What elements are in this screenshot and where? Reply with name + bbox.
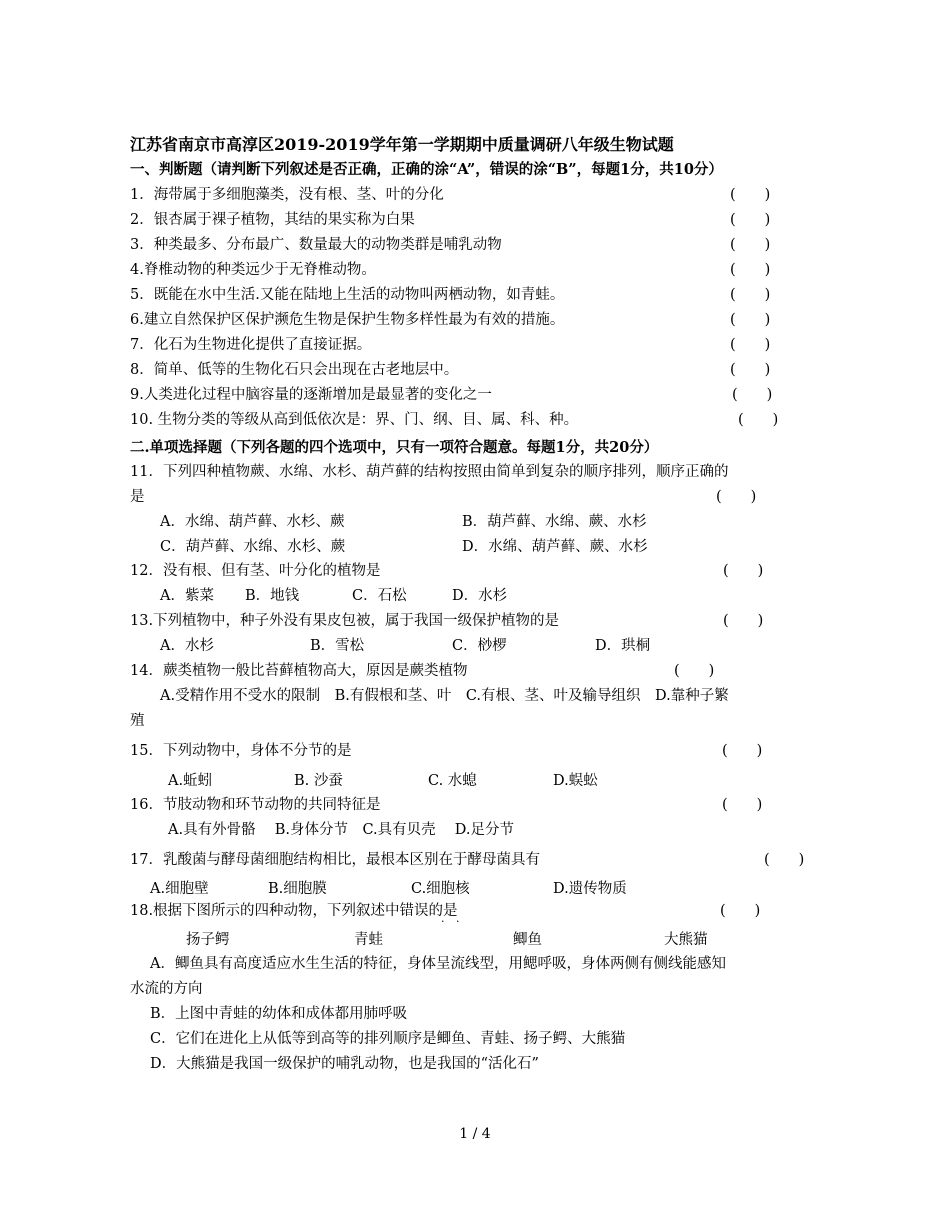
q16-options: A.具有外骨骼 B.身体分节 C.具有贝壳 D.足分节 bbox=[168, 822, 514, 838]
answer-paren: ( ) bbox=[730, 362, 771, 378]
q15-option-b: B. 沙蚕 bbox=[294, 773, 343, 789]
q11-option-b: B．葫芦藓、水绵、蕨、水杉 bbox=[462, 514, 647, 530]
q12-option-b: B．地钱 bbox=[245, 588, 300, 604]
question-11-stem: 11．下列四种植物蕨、水绵、水杉、葫芦藓的结构按照由简单到复杂的顺序排列，顺序正确的 bbox=[130, 464, 729, 480]
q12-option-d: D．水杉 bbox=[452, 588, 508, 604]
q13-option-c: C．桫椤 bbox=[452, 638, 507, 654]
answer-paren: ( ) bbox=[730, 212, 771, 228]
q18-option-d: D．大熊猫是我国一级保护的哺乳动物，也是我国的“活化石” bbox=[150, 1056, 539, 1072]
judgment-item-7: 7．化石为生物进化提供了直接证据。 bbox=[130, 337, 372, 353]
question-13-stem: 13.下列植物中，种子外没有果皮包被，属于我国一级保护植物的是 bbox=[130, 613, 560, 629]
animal-label-carp: 鲫鱼 bbox=[513, 932, 542, 948]
answer-paren: ( ) bbox=[720, 903, 761, 919]
question-17-stem: 17．乳酸菌与酵母菌细胞结构相比，最根本区别在于酵母菌具有 bbox=[130, 852, 540, 868]
answer-paren: ( ) bbox=[730, 262, 771, 278]
judgment-item-6: 6.建立自然保护区保护濒危生物是保护生物多样性最为有效的措施。 bbox=[130, 312, 565, 328]
q11-option-c: C．葫芦藓、水绵、水杉、蕨 bbox=[160, 539, 346, 555]
judgment-item-3: 3．种类最多、分布最广、数量最大的动物类群是哺乳动物 bbox=[130, 237, 502, 253]
q14-options-cont: 殖 bbox=[130, 713, 145, 729]
section1-heading: 一、判断题（请判断下列叙述是否正确，正确的涂“A”，错误的涂“B”，每题1分，共10分） bbox=[130, 161, 723, 178]
answer-paren: ( ) bbox=[730, 187, 771, 203]
answer-paren: ( ) bbox=[738, 412, 779, 428]
emphasis-dots: · · bbox=[441, 915, 464, 928]
answer-paren: ( ) bbox=[723, 613, 764, 629]
q17-option-b: B.细胞膜 bbox=[268, 881, 327, 897]
judgment-item-1: 1．海带属于多细胞藻类，没有根、茎、叶的分化 bbox=[130, 187, 444, 203]
q15-option-a: A.蚯蚓 bbox=[168, 773, 213, 789]
judgment-item-10: 10. 生物分类的等级从高到低依次是：界、门、纲、目、属、科、种。 bbox=[130, 412, 579, 428]
q13-option-b: B．雪松 bbox=[310, 638, 365, 654]
q11-option-a: A．水绵、葫芦藓、水杉、蕨 bbox=[160, 514, 345, 530]
q18-option-b: B．上图中青蛙的幼体和成体都用肺呼吸 bbox=[150, 1006, 408, 1022]
animal-label-frog: 青蛙 bbox=[354, 932, 383, 948]
answer-paren: ( ) bbox=[730, 312, 771, 328]
answer-paren: ( ) bbox=[674, 663, 715, 679]
q18-option-c: C．它们在进化上从低等到高等的排列顺序是鲫鱼、青蛙、扬子鳄、大熊猫 bbox=[150, 1031, 626, 1047]
q15-option-c: C. 水螅 bbox=[428, 773, 477, 789]
question-15-stem: 15．下列动物中，身体不分节的是 bbox=[130, 743, 352, 759]
judgment-item-9: 9.人类进化过程中脑容量的逐渐增加是最显著的变化之一 bbox=[130, 387, 492, 403]
answer-paren: ( ) bbox=[764, 852, 805, 868]
q17-option-a: A.细胞壁 bbox=[150, 881, 209, 897]
animal-label-panda: 大熊猫 bbox=[664, 932, 708, 948]
answer-paren: ( ) bbox=[723, 563, 764, 579]
q11-option-d: D．水绵、葫芦藓、蕨、水杉 bbox=[462, 539, 648, 555]
judgment-item-8: 8．简单、低等的生物化石只会出现在古老地层中。 bbox=[130, 362, 459, 378]
q15-option-d: D.蜈蚣 bbox=[553, 773, 598, 789]
answer-paren: ( ) bbox=[730, 337, 771, 353]
page-number: 1 / 4 bbox=[459, 1126, 491, 1142]
answer-paren: ( ) bbox=[732, 387, 773, 403]
question-16-stem: 16．节肢动物和环节动物的共同特征是 bbox=[130, 797, 381, 813]
answer-paren: ( ) bbox=[730, 287, 771, 303]
answer-paren: ( ) bbox=[716, 489, 757, 505]
q17-option-d: D.遗传物质 bbox=[553, 881, 627, 897]
judgment-item-2: 2．银杏属于裸子植物，其结的果实称为白果 bbox=[130, 212, 415, 228]
question-18-stem: 18.根据下图所示的四种动物，下列叙述中错误的是 bbox=[130, 903, 458, 919]
question-11-stem-cont: 是 bbox=[130, 489, 145, 505]
judgment-item-5: 5．既能在水中生活.又能在陆地上生活的动物叫两栖动物，如青蛙。 bbox=[130, 287, 565, 303]
judgment-item-4: 4.脊椎动物的种类远少于无脊椎动物。 bbox=[130, 262, 376, 278]
animal-label-alligator: 扬子鳄 bbox=[186, 932, 230, 948]
answer-paren: ( ) bbox=[722, 797, 763, 813]
q14-options: A.受精作用不受水的限制 B.有假根和茎、叶 C.有根、茎、叶及输导组织 D.靠种子繁 bbox=[160, 688, 729, 704]
q13-option-d: D．珙桐 bbox=[595, 638, 651, 654]
question-14-stem: 14．蕨类植物一般比苔藓植物高大，原因是蕨类植物 bbox=[130, 663, 468, 679]
document-title: 江苏省南京市高淳区2019-2019学年第一学期期中质量调研八年级生物试题 bbox=[130, 135, 674, 154]
q12-option-a: A．紫菜 bbox=[160, 588, 214, 604]
q18-option-a-cont: 水流的方向 bbox=[130, 981, 203, 997]
answer-paren: ( ) bbox=[722, 743, 763, 759]
section2-heading: 二.单项选择题（下列各题的四个选项中，只有一项符合题意。每题1分，共20分） bbox=[130, 439, 659, 456]
question-12-stem: 12．没有根、但有茎、叶分化的植物是 bbox=[130, 563, 381, 579]
answer-paren: ( ) bbox=[730, 237, 771, 253]
q12-option-c: C．石松 bbox=[352, 588, 407, 604]
q17-option-c: C.细胞核 bbox=[411, 881, 470, 897]
q13-option-a: A．水杉 bbox=[160, 638, 214, 654]
q18-option-a: A．鲫鱼具有高度适应水生生活的特征，身体呈流线型，用鳃呼吸，身体两侧有侧线能感知 bbox=[150, 956, 726, 972]
